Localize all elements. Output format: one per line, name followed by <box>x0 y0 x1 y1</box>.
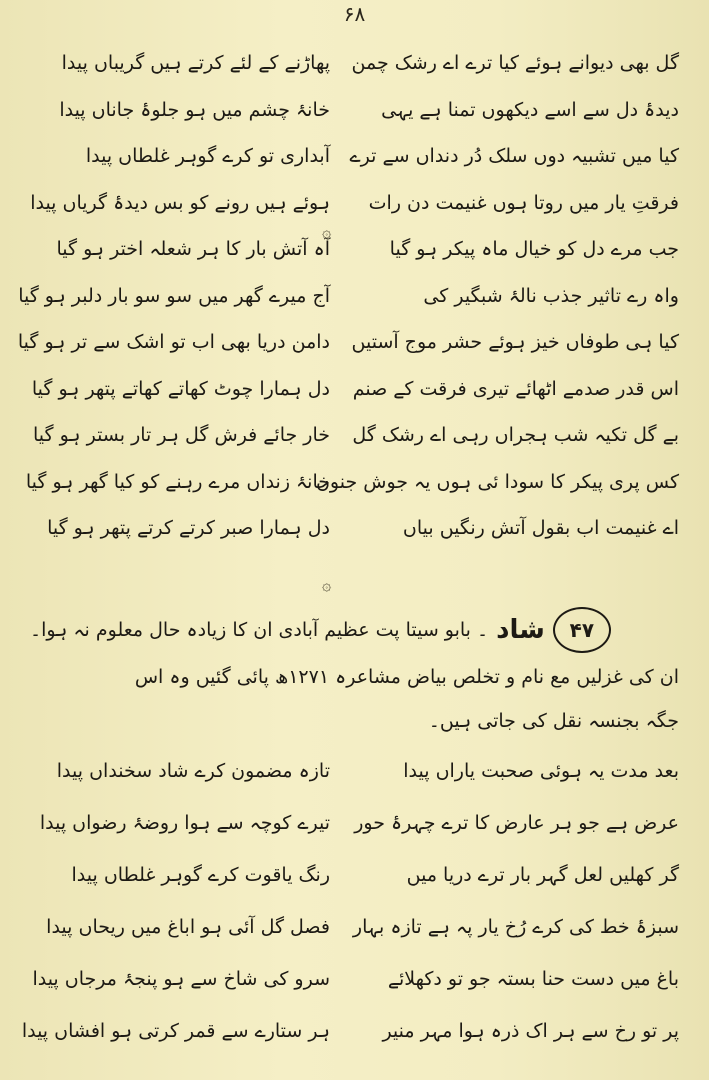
first-hemistich: پر تو رخ سے ہر اک ذرہ ہوا مہر منیر <box>382 1020 679 1042</box>
second-hemistich: تیرے کوچہ سے ہوا روضۂ رضواں پیدا <box>39 812 330 834</box>
bottom-verse-block <box>21 745 679 1065</box>
couplet <box>30 505 679 552</box>
first-hemistich: کس پری پیکر کا سودا ئی ہوں یہ جوش جنوں <box>315 470 679 493</box>
second-hemistich: دل ہمارا صبر کرتے کرتے پتھر ہو گیا <box>47 517 330 540</box>
second-hemistich: سرو کی شاخ سے ہو پنجۂ مرجاں پیدا <box>32 968 330 990</box>
ornament-mark: ۞ <box>322 222 332 241</box>
first-hemistich: اس قدر صدمے اٹھائے تیری فرقت کے صنم <box>352 377 679 400</box>
second-hemistich: پھاڑنے کے لئے کرتے ہیں گریباں پیدا <box>61 52 330 75</box>
first-hemistich: اے غنیمت اب بقول آتش رنگیں بیاں <box>402 517 679 540</box>
entry-number: ۴۷ <box>553 607 611 653</box>
entry-header <box>30 605 679 655</box>
first-hemistich: کیا میں تشبیہ دوں سلک دُر دنداں سے ترے <box>349 145 679 168</box>
first-hemistich: بے گل تکیہ شب ہجراں رہی اے رشک گل <box>352 424 679 447</box>
second-hemistich: رنگ یاقوت کرے گوہر غلطاں پیدا <box>71 864 330 886</box>
first-hemistich: کیا ہی طوفاں خیز ہوئے حشر موج آستیں <box>351 331 679 354</box>
couplet <box>30 901 679 953</box>
couplet <box>25 459 679 506</box>
second-hemistich: آبداری تو کرے گوہر غلطاں پیدا <box>85 145 330 168</box>
couplet <box>30 226 679 273</box>
couplet <box>30 849 679 901</box>
first-hemistich: جب مرے دل کو خیال ماہ پیکر ہو گیا <box>389 238 679 261</box>
first-hemistich: بعد مدت یہ ہوئی صحبت یاراں پیدا <box>403 760 679 782</box>
couplet <box>17 319 679 366</box>
couplet <box>30 745 679 797</box>
biography-note <box>30 605 679 743</box>
couplet <box>30 133 679 180</box>
second-hemistich: دامن دریا بھی اب تو اشک سے تر ہو گیا <box>17 331 330 354</box>
first-hemistich: سبزۂ خط کی کرے رُخ یار پہ ہے تازہ بہار <box>352 916 679 938</box>
second-hemistich: آہ آتش بار کا ہر شعلہ اختر ہو گیا <box>56 238 330 261</box>
second-hemistich: خانۂ چشم میں ہو جلوۂ جاناں پیدا <box>59 98 330 121</box>
first-hemistich: واہ رے تاثیر جذب نالۂ شبگیر کی <box>423 284 679 307</box>
second-hemistich: تازہ مضمون کرے شاد سخنداں پیدا <box>56 760 330 782</box>
second-hemistich: خار جائے فرش گل ہر تار بستر ہو گیا <box>32 424 330 447</box>
second-hemistich: ہر ستارے سے قمر کرتی ہو افشاں پیدا <box>21 1020 330 1042</box>
couplet <box>21 1005 679 1057</box>
first-hemistich: عرض ہے جو ہر عارض کا ترے چہرۂ حور <box>354 812 679 834</box>
second-hemistich: ہوئے ہیں رونے کو بس دیدۂ گریاں پیدا <box>30 191 330 214</box>
second-hemistich: خانۂ زنداں مرے رہنے کو کیا گھر ہو گیا <box>25 470 330 493</box>
prose-line: جگہ بجنسہ نقل کی جاتی ہیں۔ <box>428 710 679 732</box>
ornament-mark: ۞ <box>322 575 332 594</box>
first-hemistich: فرقتِ یار میں روتا ہوں غنیمت دن رات <box>368 191 679 214</box>
second-hemistich: فصل گل آئی ہو اباغ میں ریحاں پیدا <box>46 916 330 938</box>
couplet <box>30 412 679 459</box>
couplet <box>30 40 679 87</box>
second-hemistich: آج میرے گھر میں سو سو بار دلبر ہو گیا <box>18 284 330 307</box>
couplet <box>30 180 679 227</box>
poet-name: شاد <box>496 615 545 645</box>
couplet <box>30 953 679 1005</box>
prose-line: ۔ بابو سیتا پت عظیم آبادی ان کا زیادہ حال معلوم نہ ہوا۔ <box>30 619 489 641</box>
prose-line: ان کی غزلیں مع نام و تخلص بیاض مشاعرہ ۱۲۷۱ھ پائی گئیں وہ اس <box>134 666 679 688</box>
second-hemistich: دل ہمارا چوٹ کھاتے کھاتے پتھر ہو گیا <box>31 377 330 400</box>
couplet <box>30 797 679 849</box>
couplet <box>30 366 679 413</box>
top-verse-block <box>17 40 679 600</box>
couplet <box>18 273 679 320</box>
first-hemistich: باغ میں دست حنا بستہ جو تو دکھلائے <box>387 968 679 990</box>
page-number: ۶۸ <box>343 2 366 26</box>
first-hemistich: گل بھی دیوانے ہوئے کیا ترے اے رشک چمن <box>351 52 679 75</box>
first-hemistich: گر کھلیں لعل گہر بار ترے دریا میں <box>406 864 679 886</box>
first-hemistich: دیدۂ دل سے اسے دیکھوں تمنا ہے یہی <box>381 98 679 121</box>
couplet <box>30 87 679 134</box>
